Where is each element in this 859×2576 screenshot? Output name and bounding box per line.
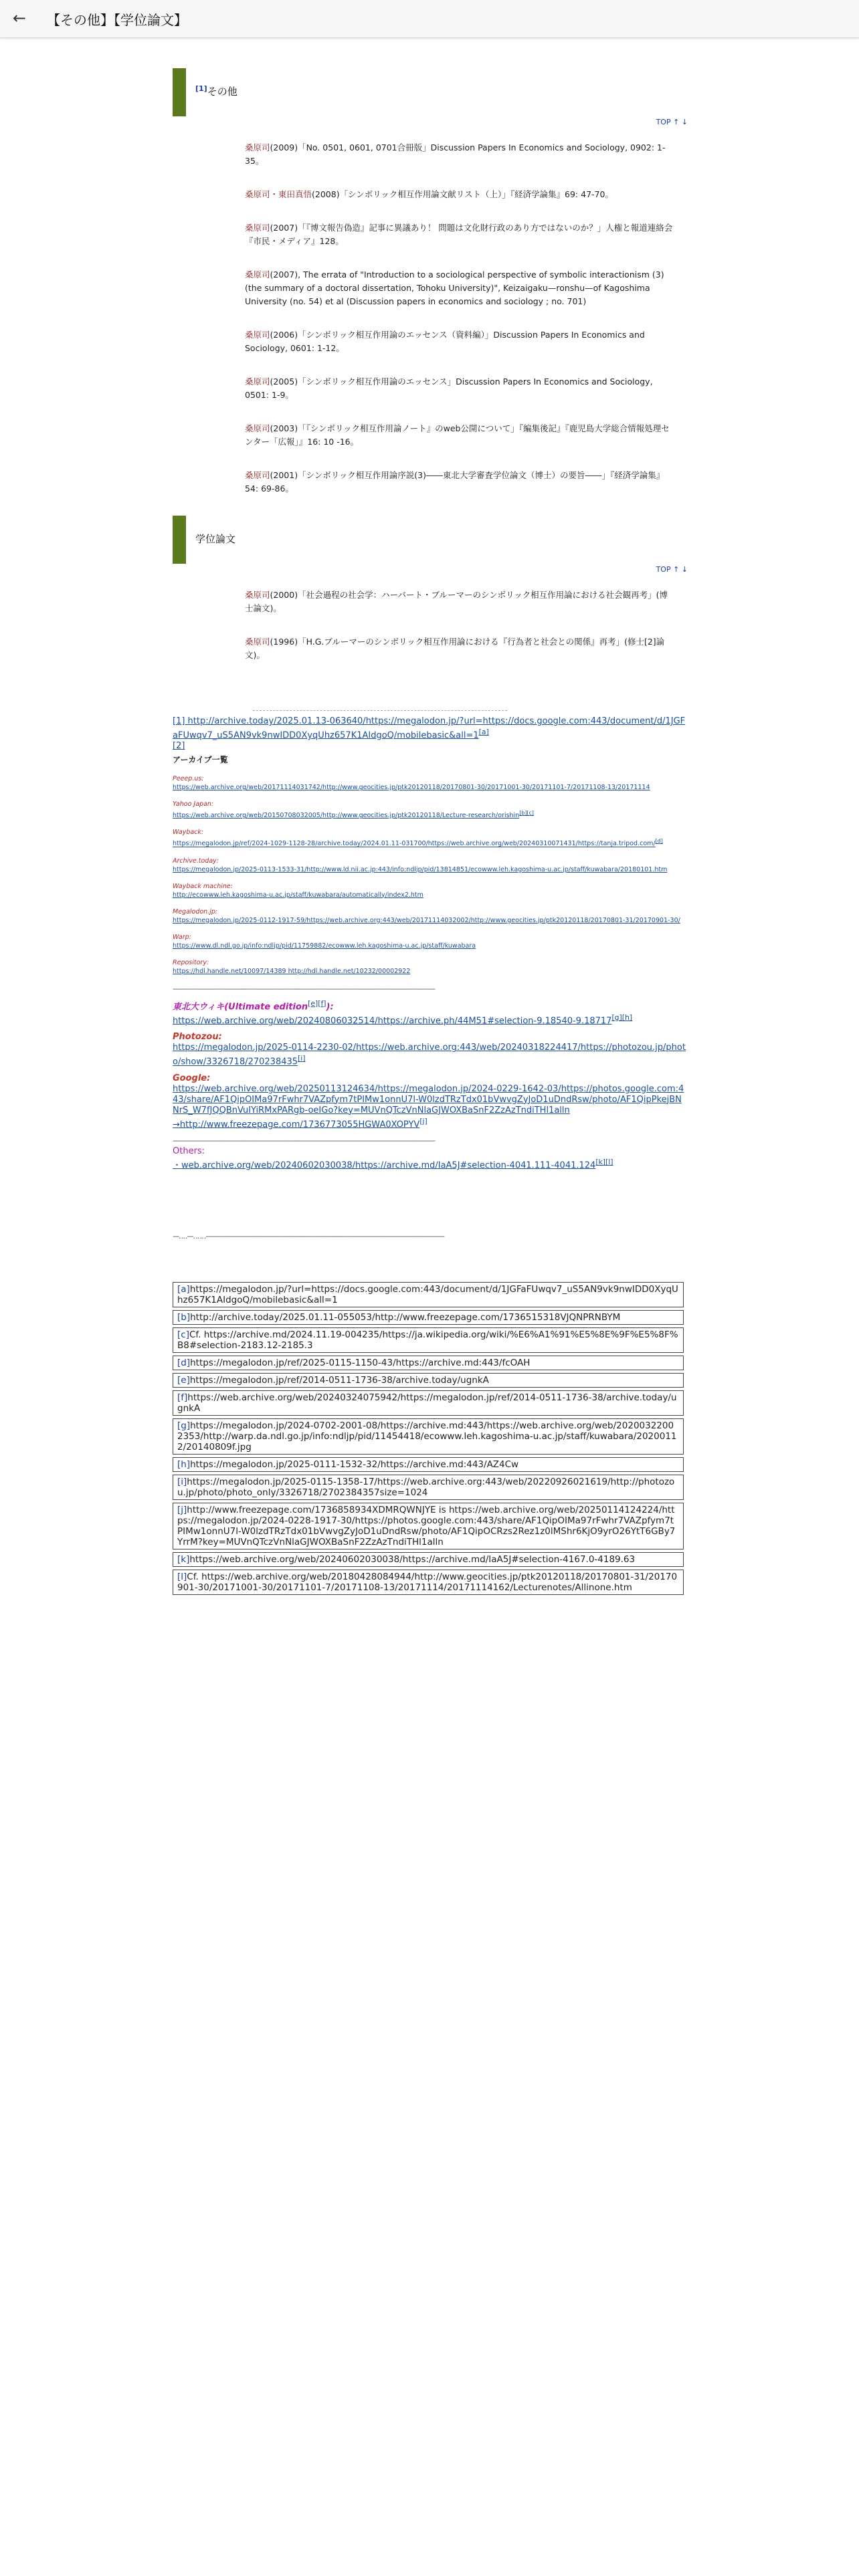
archive-item [173, 958, 688, 976]
reference-value: Cf. https://web.archive.org/web/20180428084944/http://www.geocities.jp/ptk20120118/20170801-31/20170901-30/20171001-30/20171101-7/20171108-13/20171114/20171114162/Lecturenotes/Allinone.htm [177, 1572, 678, 1594]
freezepage-link[interactable]: →http://www.freezepage.com/1736773055HGWA0XOPYV [173, 1119, 420, 1130]
entry-author: 桑原司 [245, 377, 270, 387]
reference-value: https://megalodon.jp/2025-0115-1358-17/https://web.archive.org:443/web/20220926021619/http://photozou.jp/photo/photo_only/3326718/2702384357size=1024 [177, 1477, 675, 1499]
section-title: 学位論文 [195, 533, 236, 545]
archive-label: Warp: [173, 933, 191, 941]
bibliography-entry [245, 328, 673, 355]
entry-text[interactable]: (2007)「『博文報告偽造』記事に異議あり！ 問題は文化財行政のあり方ではないのか？」人権と報道連絡会『市民・メディア』128。 [245, 223, 673, 246]
entry-text[interactable]: (2007), The errata of "Introduction to a sociological perspective of symbolic interactionism (3) (the summary of a doctoral dissertation, Tohoku University)", Keizaigaku—ronshu—of Kagoshima University (no. 54) et al (Discussion papers in economics and sociology ; no. 701) [245, 270, 664, 306]
google-label: Google: [173, 1073, 211, 1083]
archive-label: Archive.today: [173, 857, 219, 865]
reference-box [173, 1327, 684, 1353]
entry-author: 桑原司 [245, 270, 270, 280]
reference-box [173, 1503, 684, 1549]
entry-author: 桑原司 [245, 423, 270, 433]
reference-value: https://megalodon.jp/?url=https://docs.google.com:443/document/d/1JGFaFUwqv7_uS5AN9vk9nwIDD0XyqUhz657K1AIdgoQ/mobilebasic&all=1 [177, 1284, 678, 1306]
page-title: 【その他】【学位論文】 [47, 12, 187, 28]
archive-ref[interactable]: [d] [655, 838, 663, 845]
footnote-1-link[interactable]: [1] http://archive.today/2025.01.13-063640/https://megalodon.jp/?url=https://docs.google.com:443/document/d/1JGFaFUwqv7_uS5AN9vk9nwIDD0XyqUhz657K1AIdgoQ/mobilebasic&all=1 [173, 716, 686, 741]
bibliography-entry [245, 375, 673, 402]
reference-value: http://archive.today/2025.01.11-055053/http://www.freezepage.com/1736515318VJQNPRNBYM [190, 1312, 621, 1323]
arrow-left-icon[interactable]: ← [12, 9, 27, 27]
archive-list-title: アーカイブ一覧 [173, 755, 228, 765]
bibliography-entry [245, 588, 673, 615]
reference-box [173, 1457, 684, 1472]
entry-author: 桑原司 [245, 223, 270, 233]
dashed-divider: ------------------------------------------------------------------------------------------------------------------------------------ [173, 984, 435, 993]
reference-box [173, 1475, 684, 1500]
entry-text[interactable]: (2006)「シンボリック相互作用論のエッセンス（資料編）」Discussion Papers In Economics and Sociology, 0601: 1-12。 [245, 330, 645, 353]
archive-item [173, 882, 688, 899]
reference-key[interactable]: [k] [177, 1554, 190, 1566]
reference-value: http://www.freezepage.com/1736858934XDMRQWNJYE is https://web.archive.org/web/20250114124224/https://megalodon.jp/2024-0228-1917-30/https://photos.google.com:443/share/AF1QipOIMa97rFwhr7VAZpfym7tPIMw1onnU7l-W0lzdTRzTdx01bVwvgZyJoD1uDndRsw/photo/AF1QipOCRzs2Rez1z0lMShr6KjO9yrO26YtT6GBy7YrrM?key=MUVnQTczVnNlaGJWOXBaSnF2ZzAzTndiTHl1alln [177, 1505, 676, 1548]
archive-label: Wayback machine: [173, 882, 233, 890]
reference-box [173, 1373, 684, 1388]
reference-key[interactable]: [g] [177, 1420, 191, 1432]
reference-key[interactable]: [d] [177, 1358, 191, 1369]
bibliography-entry [245, 469, 673, 496]
reference-boxes [173, 1282, 688, 1595]
reference-value: https://megalodon.jp/ref/2014-0511-1736-38/archive.today/ugnkA [189, 1375, 489, 1386]
bibliography-entry [245, 221, 673, 248]
reference-box [173, 1418, 684, 1455]
reference-key[interactable]: [e] [177, 1375, 190, 1386]
archive-item [173, 933, 688, 950]
top-link[interactable]: TOP ↑ ↓ [656, 118, 688, 126]
bibliography-entry [245, 188, 673, 201]
section-heading-other [173, 68, 688, 116]
reference-key[interactable]: [h] [177, 1459, 191, 1471]
archive-ref[interactable]: [b][c] [519, 810, 534, 817]
archive-label: Wayback: [173, 829, 204, 837]
reference-key[interactable]: [a] [177, 1284, 190, 1295]
entry-author: 桑原司・東田真悟 [245, 189, 312, 199]
archive-link[interactable]: https://hdl.handle.net/10097/14389 http://hdl.handle.net/10232/00002922 [173, 967, 411, 975]
archive-link[interactable]: https://megalodon.jp/ref/2024-1029-1128-28/archive.today/2024.01.11-031700/https://web.archive.org/web/20240310071431/https://tanja.tripod.com/ [173, 840, 656, 848]
photozou-link[interactable]: https://megalodon.jp/2025-0114-2230-02/https://web.archive.org:443/web/20240318224417/https://photozou.jp/photo/show/3326718/270238435 [173, 1043, 686, 1067]
bibliography-entry [245, 422, 673, 449]
footnote-2[interactable]: [2] [173, 741, 185, 752]
reference-value: https://web.archive.org/web/20240602030038/https://archive.md/IaA5J#selection-4167.0-4189.63 [189, 1554, 636, 1566]
entry-text[interactable]: (2003)「『シンボリック相互作用論ノート』のweb公開について」『編集後記』『鹿児島大学総合情報処理センター「広報」』16: 10 -16。 [245, 423, 670, 447]
reference-value: https://megalodon.jp/2025-0111-1532-32/https://archive.md:443/AZ4Cw [190, 1459, 519, 1471]
reference-value: https://web.archive.org/web/20240324075942/https://megalodon.jp/ref/2014-0511-1736-38/archive.today/ugnkA [177, 1392, 677, 1414]
archive-item [173, 828, 688, 848]
reference-value: https://megalodon.jp/2024-0702-2001-08/https://archive.md:443/https://web.archive.org/web/20200322002353/http://warp.da.ndl.go.jp/info:ndljp/pid/11454418/ecowww.leh.kagoshima-u.ac.jp/staff/kuwabara/20200112/20140809f.jpg [177, 1420, 677, 1453]
entry-text[interactable]: (2000)「社会過程の社会学：ハーバート・ブルーマーのシンボリック相互作用論における社会観再考」(博士論文)。 [245, 590, 668, 613]
dashed-divider: ------------------------------------------------------------------------------------------------------------------------------------ [173, 1136, 435, 1145]
reference-value: Cf. https://archive.md/2024.11.19-004235/https://ja.wikipedia.org/wiki/%E6%A1%91%E5%8E%9F%E5%8F%B8#selection-2183.12-2185.3 [177, 1329, 678, 1352]
reference-box [173, 1570, 684, 1595]
reference-key[interactable]: [j] [177, 1505, 187, 1516]
section-heading-thesis [173, 516, 688, 564]
entry-text[interactable]: (2001)「シンボリック相互作用論序説(3)――東北大学審査学位論文（博士）の要旨――」『経済学論集』54: 69-86。 [245, 470, 665, 494]
entry-text[interactable]: (1996)「H.G.ブルーマーのシンボリック相互作用論における『行為者と社会との関係』再考」(修士[2]論文)。 [245, 637, 665, 660]
reference-box [173, 1356, 684, 1370]
archive-link[interactable]: https://megalodon.jp/2025-0112-1917-59/https://web.archive.org:443/web/20171114032002/http://www.geocities.jp/ptk20120118/20170801-31/20170901-30/ [173, 916, 680, 924]
others-link[interactable]: ・web.archive.org/web/20240602030038/https://archive.md/IaA5J#selection-4041.111-4041.124 [173, 1160, 596, 1171]
archive-item [173, 857, 688, 874]
footnote-ref-1[interactable]: [1] [195, 84, 207, 93]
document-body [173, 37, 688, 1598]
archive-item [173, 800, 688, 820]
entry-author: 桑原司 [245, 590, 270, 600]
bibliography-entry [245, 268, 673, 308]
entry-author: 桑原司 [245, 470, 270, 480]
archive-label: Peeep.us: [173, 775, 204, 783]
ultimate-link[interactable]: https://web.archive.org/web/20240806032514/https://archive.ph/44M51#selection-9.18540-9.18717 [173, 1016, 612, 1027]
reference-box [173, 1552, 684, 1567]
archive-label: Megalodon.jp: [173, 907, 218, 916]
section-marker [173, 68, 186, 116]
footnotes: [1] http://archive.today/2025.01.13-063640/https://megalodon.jp/?url=https://docs.google.com:443/document/d/1JGFaFUwqv7_uS5AN9vk9nwIDD0XyqUhz657K1AIdgoQ/mobilebasic&all=1[a] [2] アーカイブ一覧 Peeep.us: https://web.archive.org/web/20171114031742/http://www.geocities.jp/ptk20120118/20170801-30/20171001-30/20171101-7/20171108-13/20171114 Yahoo Japan: https://web.archive.org/web/20150708032005/http://www.geocities.jp/ptk20120118/Lecture-research/orishin[b][c] Wayback: https://megalodon.jp/ref/2024-1029-1128-28/archive.today/2024.01.11-031700/https://web.archive.org/web/20240310071431/https://tanja.tripod.com/[d] Archive.today: https://megalodon.jp/2025-0113-1533-31/http://www.ld.nii.ac.jp:443/info:ndljp/pid/13814851/ecowww.leh.kagoshima-u.ac.jp/staff/kuwabara/20180101.htm Wayback machine: http://ecowww.leh.kagoshima-u.ac.jp/staff/kuwabara/automatically/index2.htm Megalodon.jp: https://megalodon.jp/2025-0112-1917-59/https://web.archive.org:443/web/20171114032002/http://www.geocities.jp/ptk20120118/20170801-31/20170901-30/ Warp: https://www.dl.ndl.go.jp/info:ndljp/pid/11759882/ecowww.leh.kagoshima-u.ac.jp/staff/kuwabara Repository: https://hdl.handle.net/10097/14389 http://hdl.handle.net/10232/00002922 ------------------------------------------------------------------------------------------------------------------------------------ 東北大ウィキ(Ultimate edition[e][f]): https://web.archive.org/web/20240806032514/https://archive.ph/44M51#selection-9.18540-9.18717[g][h] Photozou: https://megalodon.jp/2025-0114-2230-02/https://web.archive.org:443/web/20240318224417/https://photozou.jp/photo/show/3326718/270238435[i] Google: https://web.archive.org/web/20250113124634/https://megalodon.jp/2024-0229-1642-03/https://photos.google.com:443/share/AF1QipOIMa97rFwhr7VAZpfym7tPIMw1onnU7l-W0lzdTRzTdx01bVwvgZyJoD1uDndRsw/photo/AF1QipPkejBNNrS_W7fJQQBnVuIYiRMxPARgb-oeIGo?key=MUVnQTczVnNlaGJWOXBaSnF2ZzAzTndiTHl1alln →http://www.freezepage.com/1736773055HGWA0XOPYV[j] ------------------------------------------------------------------------------------------------------------------------------------ Others: ・web.archive.org/web/20240602030038/https://archive.md/IaA5J#selection-4041.111-4041.124[k][l] ---‥‥---‥‥‥------------------------------------------------------------------------------------------------------------------------ [173, 716, 688, 1242]
entry-text[interactable]: (2005)「シンボリック相互作用論のエッセンス」Discussion Papers In Economics and Sociology, 0501: 1-9。 [245, 377, 653, 400]
archive-link[interactable]: http://ecowww.leh.kagoshima-u.ac.jp/staff/kuwabara/automatically/index2.htm [173, 891, 423, 899]
entry-author: 桑原司 [245, 330, 270, 340]
reference-box [173, 1282, 684, 1307]
archive-item [173, 774, 688, 792]
others-label: Others: [173, 1146, 205, 1156]
photozou-label: Photozou: [173, 1032, 222, 1043]
reference-key[interactable]: [b] [177, 1312, 191, 1323]
reference-box [173, 1390, 684, 1416]
archive-item [173, 907, 688, 925]
entry-text[interactable]: (2009)「No. 0501, 0601, 0701合冊版」Discussion Papers In Economics and Sociology, 0902: 1-35。 [245, 142, 666, 166]
reference-key[interactable]: [l] [177, 1572, 187, 1583]
reference-key[interactable]: [f] [177, 1392, 188, 1404]
top-link[interactable]: TOP ↑ ↓ [656, 565, 688, 574]
divider [253, 710, 507, 711]
entry-author: 桑原司 [245, 142, 270, 152]
archive-link[interactable]: https://web.archive.org/web/20150708032005/http://www.geocities.jp/ptk20120118/Lecture-research/orishin [173, 812, 520, 820]
archive-label: Repository: [173, 958, 209, 966]
archive-link[interactable]: https://www.dl.ndl.go.jp/info:ndljp/pid/11759882/ecowww.leh.kagoshima-u.ac.jp/staff/kuwabara [173, 942, 476, 950]
reference-value: https://megalodon.jp/ref/2025-0115-1150-43/https://archive.md:443/fcOAH [190, 1358, 531, 1369]
archive-link[interactable]: https://web.archive.org/web/20171114031742/http://www.geocities.jp/ptk20120118/20170801-30/20171001-30/20171101-7/20171108-13/20171114 [173, 784, 650, 792]
archive-label: Yahoo Japan: [173, 800, 214, 809]
entry-author: 桑原司 [245, 637, 270, 647]
top-bar [0, 0, 859, 38]
section-title: その他 [207, 86, 237, 98]
bibliography-entry [245, 635, 673, 662]
reference-key[interactable]: [i] [177, 1477, 187, 1488]
reference-box [173, 1310, 684, 1325]
archive-link[interactable]: https://megalodon.jp/2025-0113-1533-31/http://www.ld.nii.ac.jp:443/info:ndljp/pid/13814851/ecowww.leh.kagoshima-u.ac.jp/staff/kuwabara/20180101.htm [173, 865, 668, 873]
reference-key[interactable]: [c] [177, 1329, 189, 1341]
entry-text[interactable]: (2008)「シンボリック相互作用論文献リスト（上）」『経済学論集』69: 47-70。 [312, 189, 613, 199]
dashed-divider: ---‥‥---‥‥‥------------------------------------------------------------------------------------------------------------------------ [173, 1232, 444, 1241]
section-marker [173, 516, 186, 564]
bibliography-entry [245, 141, 673, 168]
google-link[interactable]: https://web.archive.org/web/20250113124634/https://megalodon.jp/2024-0229-1642-03/https://photos.google.com:443/share/AF1QipOIMa97rFwhr7VAZpfym7tPIMw1onnU7l-W0lzdTRzTdx01bVwvgZyJoD1uDndRsw/photo/AF1QipPkejBNNrS_W7fJQQBnVuIYiRMxPARgb-oeIGo?key=MUVnQTczVnNlaGJWOXBaSnF2ZzAzTndiTHl1alln [173, 1083, 684, 1115]
